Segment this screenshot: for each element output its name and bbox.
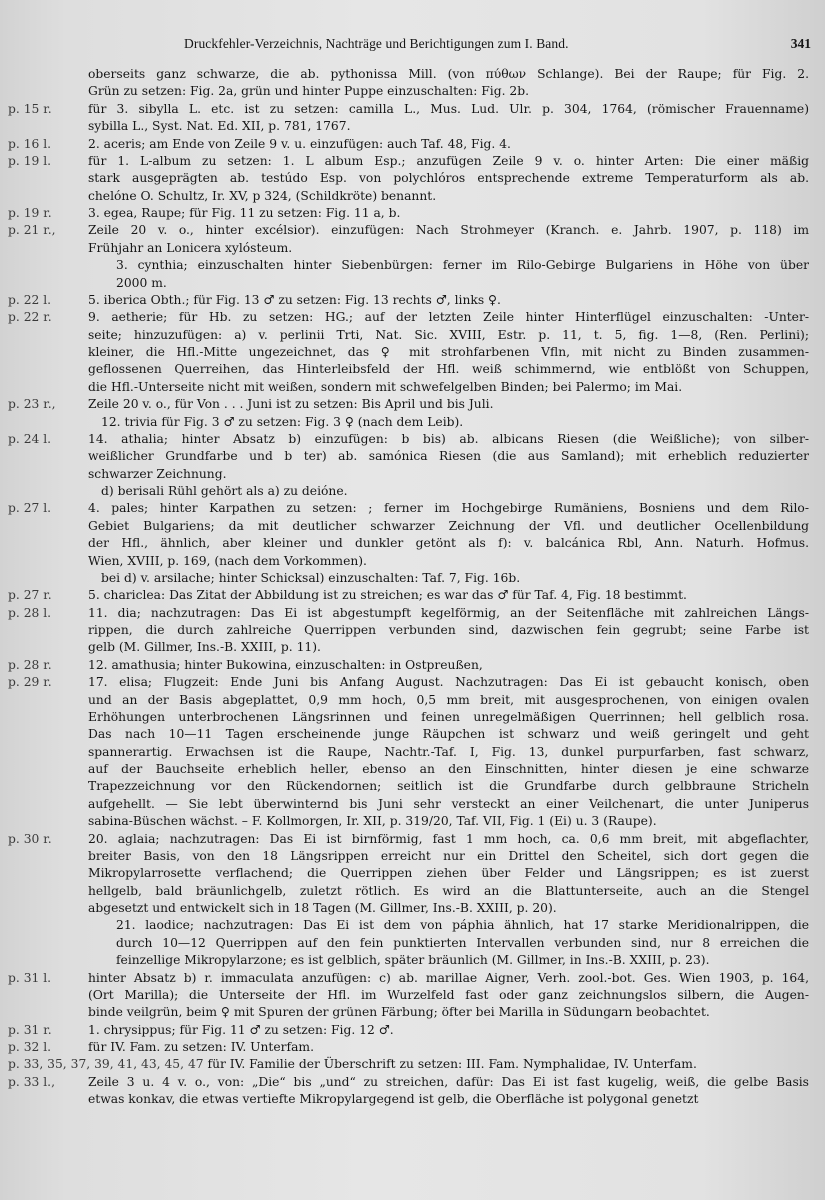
- entry-line: durch 10—12 Querrippen auf den fein punktierten Intervallen verbunden sind, nur 8 erreichen die: [116, 935, 809, 950]
- entry-text: [88, 101, 809, 136]
- entry-text: [88, 674, 809, 830]
- entry-line: binde veilgrün, beim ♀ mit Spuren der grünen Färbung; öfter bei Marilla in Südungarn beobachtet.: [88, 1005, 710, 1020]
- erratum-entry: [8, 222, 809, 257]
- page-reference: p. 22 r.: [8, 310, 52, 325]
- entry-text: [88, 153, 809, 205]
- entry-line: 17. elisa; Flugzeit: Ende Juni bis Anfang August. Nachzutragen: Das Ei ist gebaucht konisch, oben: [88, 675, 809, 690]
- entry-line: 11. dia; nachzutragen: Das Ei ist abgestumpft kegelförmig, an der Seitenfläche mit zahlreichen Längs-: [88, 605, 809, 620]
- erratum-entry: [8, 657, 809, 674]
- entry-line: für IV. Familie der Überschrift zu setzen: III. Fam. Nymphalidae, IV. Unterfam.: [207, 1057, 697, 1072]
- entry-text: [88, 257, 809, 292]
- entry-text: [88, 309, 809, 396]
- erratum-entry: [8, 257, 809, 292]
- document-body: [8, 66, 809, 1109]
- entry-line: kleiner, die Hfl.-Mitte ungezeichnet, das ♀ mit strohfarbenen Vfln, mit nicht zu Binden zusammen-: [88, 345, 809, 359]
- erratum-entry: [8, 414, 809, 431]
- erratum-entry: [8, 1074, 809, 1109]
- page-reference: p. 31 l.: [8, 970, 52, 985]
- entry-line: Zeile 3 u. 4 v. o., von: „Die“ bis „und“ zu streichen, dafür: Das Ei ist fast kugelig, weiß, die gelbe Basis: [88, 1074, 809, 1089]
- entry-line: 3. egea, Raupe; für Fig. 11 zu setzen: Fig. 11 a, b.: [88, 206, 401, 220]
- entry-line: 12. trivia für Fig. 3 ♂ zu setzen: Fig. 3 ♀ (nach dem Leib).: [101, 414, 464, 429]
- entry-line: Zeile 20 v. o., für Von . . . Juni ist zu setzen: Bis April und bis Juli.: [88, 397, 494, 412]
- entry-line: Frühjahr an Lonicera xylósteum.: [88, 240, 293, 255]
- page-reference: p. 21 r.,: [8, 223, 56, 238]
- entry-line: breiter Basis, von den 18 Längsrippen erreicht nur ein Drittel den Scheitel, sich dort gegen die: [88, 848, 809, 863]
- erratum-entry: [8, 292, 809, 309]
- entry-line: Erhöhungen unterbrochenen Längsrinnen und feinen unregelmäßigen Querrinnen; hell gelblich rosa.: [88, 709, 809, 724]
- page-reference: p. 19 r.: [8, 206, 52, 220]
- entry-line: spannerartig. Erwachsen ist die Raupe, Nachtr.-Taf. I, Fig. 13, dunkel purpurfarben, fast schwarz,: [88, 744, 809, 759]
- entry-line: und an der Basis abgeplattet, 0,9 mm hoch, 0,5 mm breit, mit ausgesprochenen, von einigen ovalen: [88, 692, 809, 707]
- entry-line: hinter Absatz b) r. immaculata anzufügen: c) ab. marillae Aigner, Verh. zool.-bot. Ges. Wien 1903, p. 164,: [88, 970, 809, 985]
- entry-line: 12. amathusia; hinter Bukowina, einzuschalten: in Ostpreußen,: [88, 657, 483, 672]
- entry-line: 4. pales; hinter Karpathen zu setzen: ; ferner im Hochgebirge Rumäniens, Bosniens und dem Rilo-: [88, 501, 809, 516]
- entry-line: oberseits ganz schwarze, die ab. pythonissa Mill. (von πύθων Schlange). Bei der Raupe; für Fig. 2.: [88, 67, 809, 81]
- entry-text: [88, 1039, 809, 1056]
- entry-line: stark ausgeprägten ab. testúdo Esp. von polychlóros entsprechende extreme Temperaturform als ab.: [88, 171, 809, 186]
- entry-line: geflossenen Querreihen, das Hinterleibsfeld der Hfl. weiß schimmernd, wie entblößt von Schuppen,: [88, 362, 809, 377]
- entry-line: 5. iberica Obth.; für Fig. 13 ♂ zu setzen: Fig. 13 rechts ♂, links ♀.: [88, 292, 501, 307]
- erratum-entry: [8, 500, 809, 570]
- entry-text: [88, 396, 809, 413]
- entry-line: auf der Bauchseite erheblich heller, ebenso an den Einschnitten, hinter diesen je eine schwarze: [88, 762, 809, 776]
- erratum-entry: [8, 153, 809, 205]
- entry-text: [88, 414, 809, 431]
- page-reference: p. 33, 35, 37, 39, 41, 43, 45, 47: [8, 1057, 204, 1072]
- entry-text: [88, 570, 809, 587]
- entry-line: 2. aceris; am Ende von Zeile 9 v. u. einzufügen: auch Taf. 48, Fig. 4.: [88, 136, 511, 151]
- entry-text: [88, 483, 809, 500]
- erratum-entry: [8, 1056, 809, 1073]
- entry-line: Grün zu setzen: Fig. 2a, grün und hinter Puppe einzuschalten: Fig. 2b.: [88, 84, 530, 99]
- erratum-entry: [8, 431, 809, 483]
- page-reference: p. 31 r.: [8, 1022, 52, 1037]
- entry-text: [88, 1022, 809, 1039]
- page-reference: p. 24 l.: [8, 431, 52, 446]
- entry-text: [88, 431, 809, 483]
- erratum-entry: [8, 1039, 809, 1056]
- entry-line: 9. aetherie; für Hb. zu setzen: HG.; auf der letzten Zeile hinter Hinterflügel einzuschalten: -Unter-: [88, 310, 809, 325]
- page-reference: p. 23 r.,: [8, 397, 56, 412]
- entry-text: [88, 136, 809, 153]
- entry-line: Gebiet Bulgariens; da mit deutlicher schwarzer Zeichnung der Vfl. und deutlicher Ocellenbildung: [88, 518, 809, 533]
- page-reference: p. 22 l.: [8, 292, 52, 307]
- entry-text: [88, 292, 809, 309]
- page-reference: p. 16 l.: [8, 136, 52, 151]
- entry-line: 2000 m.: [116, 275, 167, 290]
- entry-line: der Hfl., ähnlich, aber kleiner und dunkler getönt als f): v. balcánica Rbl, Ann. Naturh. Hofmus.: [88, 536, 809, 551]
- erratum-entry: [8, 605, 809, 657]
- entry-line: sabina-Büschen wächst. – F. Kollmorgen, Ir. XII, p. 319/20, Taf. VII, Fig. 1 (Ei) u. 3 (Raupe).: [88, 814, 657, 829]
- entry-text: [88, 657, 809, 674]
- entry-line: 3. cynthia; einzuschalten hinter Siebenbürgen: ferner im Rilo-Gebirge Bulgariens in Höhe von über: [116, 258, 809, 273]
- entry-line: gelb (M. Gillmer, Ins.-B. XXIII, p. 11).: [88, 640, 321, 655]
- page-reference: p. 28 r.: [8, 657, 52, 672]
- entry-line: Wien, XVIII, p. 169, (nach dem Vorkommen).: [88, 553, 367, 568]
- entry-line: etwas konkav, die etwas vertiefte Mikropylargegend ist gelb, die Oberfläche ist polygonal genetzt: [88, 1092, 699, 1107]
- entry-line: abgesetzt und entwickelt sich in 18 Tagen (M. Gillmer, Ins.-B. XXIII, p. 20).: [88, 901, 557, 915]
- entry-line: für 3. sibylla L. etc. ist zu setzen: camilla L., Mus. Lud. Ulr. p. 304, 1764, (römischer Frauenname): [88, 101, 809, 116]
- entry-text: [88, 1074, 809, 1109]
- entry-text: [88, 205, 809, 222]
- entry-line: Zeile 20 v. o., hinter excélsior). einzufügen: Nach Strohmeyer (Kranch. e. Jahrb. 1907, p. 118) im: [88, 223, 809, 238]
- page-number: 341: [790, 36, 811, 51]
- page-reference: p. 29 r.: [8, 675, 52, 690]
- entry-text: [88, 831, 809, 918]
- entry-text: [88, 222, 809, 257]
- entry-text: [88, 587, 809, 604]
- erratum-entry: [8, 66, 809, 101]
- entry-text: [88, 970, 809, 1022]
- entry-text: [88, 605, 809, 657]
- erratum-entry: [8, 970, 809, 1022]
- entry-line: bei d) v. arsilache; hinter Schicksal) einzuschalten: Taf. 7, Fig. 16b.: [101, 570, 521, 585]
- erratum-entry: [8, 831, 809, 918]
- page-reference: p. 32 l.: [8, 1040, 52, 1054]
- erratum-entry: [8, 570, 809, 587]
- entry-line: Mikropylarrosette verflachend; die Querrippen ziehen über Felder und Längsrippen; es ist zuerst: [88, 866, 809, 881]
- entry-line: 14. athalia; hinter Absatz b) einzufügen: b bis) ab. albicans Riesen (die Weißliche); von silber-: [88, 431, 809, 446]
- page-reference: p. 27 l.: [8, 501, 52, 516]
- entry-line: 1. chrysippus; für Fig. 11 ♂ zu setzen: Fig. 12 ♂.: [88, 1022, 394, 1037]
- entry-line: Das nach 10—11 Tagen erscheinende junge Räupchen ist schwarz und weiß geringelt und geht: [88, 727, 809, 742]
- entry-line: schwarzer Zeichnung.: [88, 466, 227, 481]
- entry-line: weißlicher Grundfarbe und b ter) ab. samónica Riesen (die aus Samland); mit erheblich reduzierter: [88, 449, 809, 464]
- entry-line: sybilla L., Syst. Nat. Ed. XII, p. 781, 1767.: [88, 119, 351, 134]
- entry-text: [88, 66, 809, 101]
- erratum-entry: [8, 396, 809, 413]
- entry-text: [88, 917, 809, 969]
- page-reference: p. 33 l.,: [8, 1074, 55, 1089]
- erratum-entry: [8, 205, 809, 222]
- entry-line: d) berisali Rühl gehört als a) zu deióne.: [101, 484, 348, 498]
- erratum-entry: [8, 587, 809, 604]
- erratum-entry: [8, 674, 809, 830]
- entry-text: [88, 500, 809, 570]
- entry-line: aufgehellt. — Sie lebt überwinternd bis Juni sehr versteckt an einer Veilchenart, die unter Juniperus: [88, 796, 809, 811]
- page-reference: p. 19 l.: [8, 153, 52, 168]
- entry-line: seite; hinzuzufügen: a) v. perlinii Trti, Nat. Sic. XVIII, Estr. p. 11, t. 5, fig. 1—8, (Ren. Perlini);: [88, 327, 809, 342]
- entry-line: 20. aglaia; nachzutragen: Das Ei ist birnförmig, fast 1 mm hoch, ca. 0,6 mm breit, mit abgeflachter,: [88, 831, 809, 846]
- erratum-entry: [8, 1022, 809, 1039]
- entry-line: 21. laodice; nachzutragen: Das Ei ist dem von páphia ähnlich, hat 17 starke Meridionalrippen, die: [116, 918, 809, 933]
- entry-line: rippen, die durch zahlreiche Querrippen verbunden sind, dazwischen fein gegrubt; seine Farbe ist: [88, 623, 809, 637]
- header-title: Druckfehler-Verzeichnis, Nachträge und Berichtigungen zum I. Band.: [184, 36, 569, 51]
- page-reference: p. 15 r.: [8, 101, 52, 116]
- entry-line: die Hfl.-Unterseite nicht mit weißen, sondern mit schwefelgelben Binden; bei Palermo; im Mai.: [88, 379, 683, 394]
- running-header: [0, 32, 825, 54]
- entry-line: (Ort Marilla); die Unterseite der Hfl. im Wurzelfeld fast oder ganz zeichnungslos silbern, die Augen-: [88, 987, 809, 1002]
- entry-line: hellgelb, bald bräunlichgelb, zuletzt rötlich. Es wird an die Blattunterseite, auch an die Stengel: [88, 883, 809, 898]
- entry-line: Trapezzeichnung vor den Rückendornen; seitlich ist die Grundfarbe durch gelbbraune Stricheln: [88, 779, 809, 794]
- entry-line: feinzellige Mikropylarzone; es ist gelblich, später bräunlich (M. Gillmer, in Ins.-B. XXIII, p. 23).: [116, 953, 710, 968]
- erratum-entry: [8, 309, 809, 396]
- erratum-entry: [8, 483, 809, 500]
- entry-line: 5. chariclea: Das Zitat der Abbildung ist zu streichen; es war das ♂ für Taf. 4, Fig. 18 bestimmt.: [88, 588, 687, 603]
- page-reference: p. 28 l.: [8, 605, 52, 620]
- erratum-entry: [8, 136, 809, 153]
- entry-line: chelóne O. Schultz, Ir. XV, p 324, (Schildkröte) benannt.: [88, 188, 437, 203]
- erratum-entry: [8, 101, 809, 136]
- entry-line: für 1. L-album zu setzen: 1. L album Esp.; anzufügen Zeile 9 v. o. hinter Arten: Die einer mäßig: [88, 153, 809, 168]
- page-reference: p. 27 r.: [8, 588, 52, 603]
- page-reference: p. 30 r.: [8, 831, 52, 846]
- entry-line: für IV. Fam. zu setzen: IV. Unterfam.: [88, 1040, 314, 1054]
- erratum-entry: [8, 917, 809, 969]
